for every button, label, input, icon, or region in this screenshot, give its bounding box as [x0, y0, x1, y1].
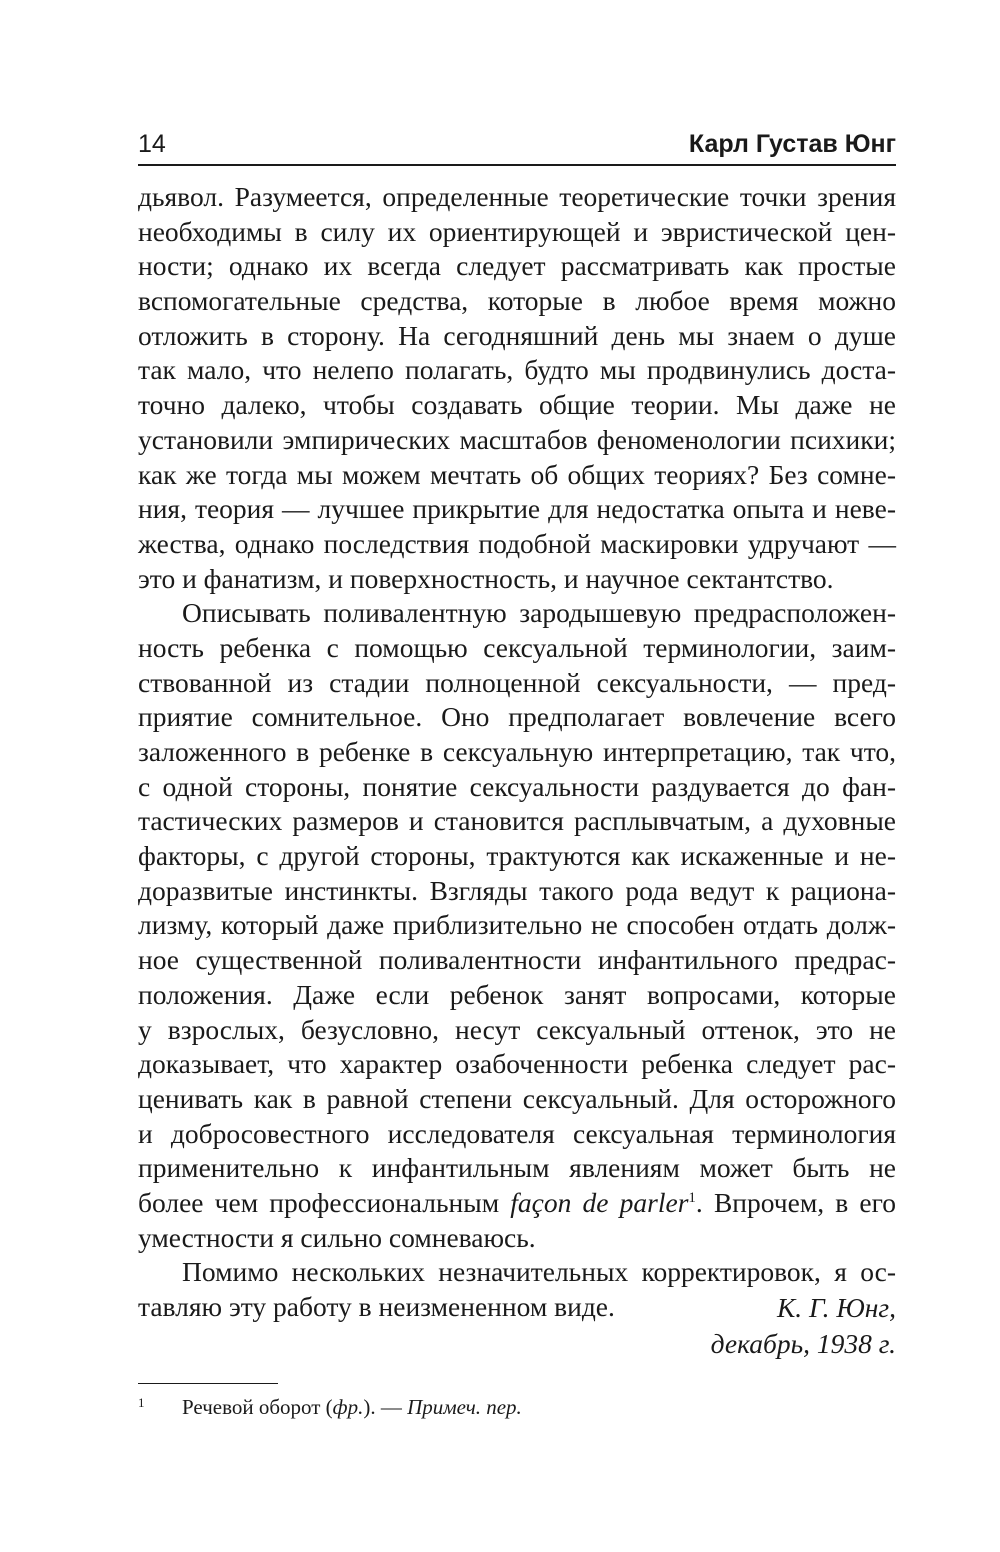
- text-line: доразвитые инстинкты. Взгляды такого рода ведут к рациона-: [138, 874, 896, 906]
- footnote-number: 1: [138, 1395, 145, 1410]
- text-line: факторы, с другой стороны, трактуются как искаженные и не-: [138, 840, 896, 872]
- footnote-text: [182, 1394, 522, 1420]
- text-line: дьявол. Разумеется, определенные теоретические точки зрения: [138, 181, 896, 212]
- text-line: это и фанатизм, и поверхностность, и научное сектантство.: [138, 562, 834, 594]
- paragraph-1: [138, 180, 896, 596]
- paragraph-2: [138, 596, 896, 1255]
- text-line: ности; однако их всегда следует рассматривать как простые: [138, 250, 896, 282]
- footnote-text-start: Речевой оборот (: [182, 1395, 333, 1419]
- line-text-after: . Впрочем, в его: [695, 1186, 896, 1218]
- text-line: ность ребенка с помощью сексуальной терминологии, заим-: [138, 631, 896, 663]
- text-line: положения. Даже если ребенок занят вопросами, которые: [138, 978, 896, 1010]
- text-line: у взрослых, безусловно, несут сексуальный оттенок, это не: [138, 1013, 896, 1045]
- foreign-phrase: façon de parler: [510, 1186, 689, 1218]
- line-text-before: более чем профессиональным: [138, 1186, 511, 1218]
- text-line: ния, теория — лучшее прикрытие для недостатка опыта и неве-: [138, 493, 896, 525]
- footnote-language: фр.: [332, 1395, 364, 1419]
- text-line: заложенного в ребенке в сексуальную интерпретацию, так что,: [138, 736, 896, 767]
- text-line: ное существенной поливалентности инфантильного предрас-: [138, 944, 896, 976]
- text-line: точно далеко, чтобы создавать общие теории. Мы даже не: [138, 389, 896, 421]
- footnote-text-mid: ). —: [363, 1395, 408, 1419]
- page-header: [138, 128, 896, 166]
- text-line: и добросовестного исследователя сексуальная терминология: [138, 1117, 896, 1149]
- text-line: установили эмпирических масштабов феноменологии психики;: [138, 423, 896, 455]
- text-line: ценивать как в равной степени сексуальный. Для осторожного: [138, 1082, 896, 1114]
- signature-date: декабрь, 1938 г.: [710, 1328, 896, 1359]
- text-line: так мало, что нелепо полагать, будто мы продвинулись доста-: [138, 354, 896, 386]
- main-text: [138, 180, 896, 1325]
- running-head-author: Карл Густав Юнг: [688, 130, 896, 158]
- text-line: отложить в сторону. На сегодняшний день мы знаем о душе: [138, 319, 896, 351]
- text-line: приятие сомнительное. Оно предполагает вовлечение всего: [138, 701, 896, 733]
- page-number: 14: [138, 130, 166, 158]
- text-line: доказывает, что характер озабоченности ребенка следует рас-: [138, 1048, 896, 1080]
- text-line: как же тогда мы можем мечтать об общих теориях? Без сомне-: [138, 458, 896, 490]
- footnote-reference[interactable]: 1: [688, 1189, 696, 1206]
- author-signature: [711, 1290, 896, 1362]
- text-line: тастических размеров и становится расплывчатым, а духовные: [138, 805, 896, 837]
- signature-name: К. Г. Юнг,: [777, 1292, 896, 1323]
- text-line-with-footnote: [138, 1186, 896, 1221]
- text-line: Описывать поливалентную зародышевую предрасположен-: [182, 597, 896, 629]
- text-line: необходимы в силу их ориентирующей и эвристической цен-: [138, 215, 896, 247]
- text-line: тавляю эту работу в неизмененном виде.: [138, 1291, 615, 1322]
- text-line: с одной стороны, понятие сексуальности раздувается до фан-: [138, 770, 896, 802]
- text-line: ствованной из стадии полноценной сексуальности, — пред-: [138, 666, 896, 698]
- text-line: уместности я сильно сомневаюсь.: [138, 1221, 536, 1253]
- text-line: Помимо нескольких незначительных корректировок, я ос-: [182, 1256, 896, 1288]
- text-line: лизму, который даже приблизительно не способен отдать долж-: [138, 909, 896, 941]
- footnote-divider: [138, 1383, 278, 1384]
- translator-note: Примеч. пер.: [407, 1395, 522, 1419]
- text-line: применительно к инфантильным явлениям может быть не: [138, 1152, 896, 1184]
- text-line: вспомогательные средства, которые в любое время можно: [138, 285, 896, 317]
- text-line: жества, однако последствия подобной маскировки удручают —: [138, 527, 896, 559]
